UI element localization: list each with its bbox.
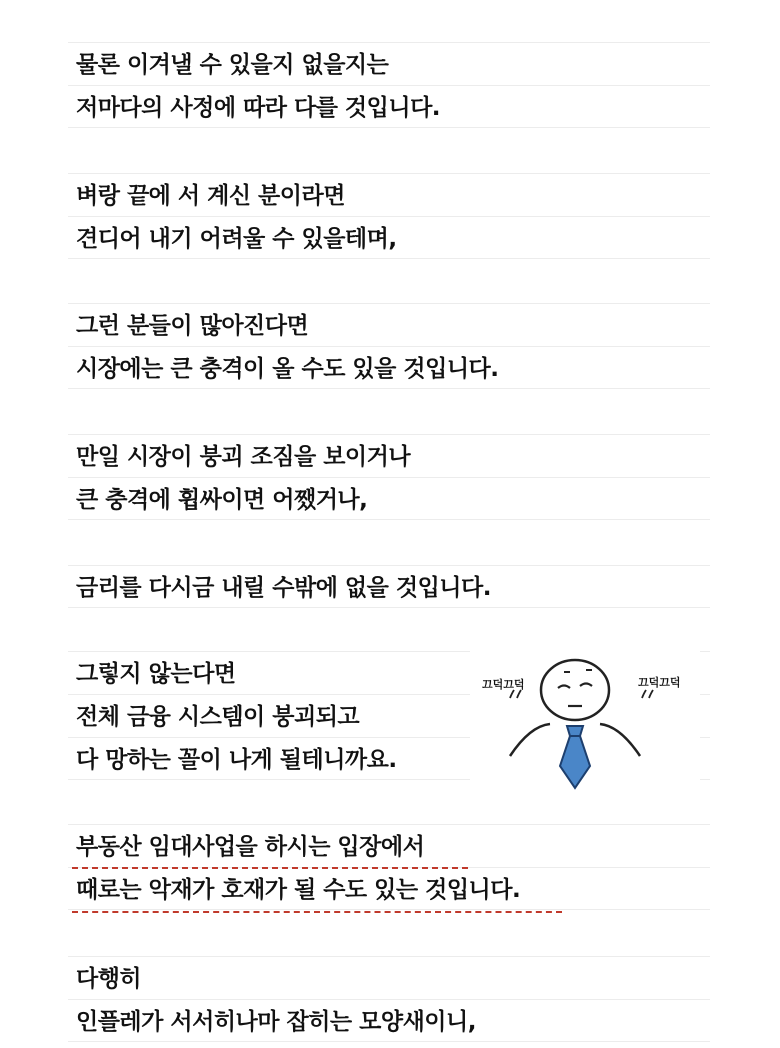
nodding-character-icon [470, 648, 700, 793]
line-text: 그런 분들이 많아진다면 [76, 313, 309, 339]
text-line [68, 867, 710, 910]
line-text: 저마다의 사정에 따라 다를 것입니다. [76, 95, 441, 121]
text-line [68, 346, 710, 389]
illustration-left-text: 끄덕끄덕 [482, 678, 525, 691]
line-text: 벼랑 끝에 서 계신 분이라면 [76, 183, 345, 209]
line-text: 시장에는 큰 충격이 올 수도 있을 것입니다. [76, 356, 499, 382]
highlight-underline [72, 867, 468, 869]
text-line [68, 477, 710, 520]
line-text: 그렇지 않는다면 [76, 661, 236, 687]
line-text: 물론 이겨낼 수 있을지 없을지는 [76, 52, 389, 78]
text-line [68, 956, 710, 999]
line-text: 만일 시장이 붕괴 조짐을 보이거나 [76, 444, 411, 470]
text-line [68, 42, 710, 85]
line-text: 금리를 다시금 내릴 수밖에 없을 것입니다. [76, 575, 491, 601]
text-line [68, 85, 710, 128]
text-line [68, 303, 710, 346]
illustration-right-text: 끄덕끄덕 [638, 676, 681, 689]
text-line [68, 216, 710, 259]
nodding-character-illustration [470, 648, 700, 793]
line-text: 다행히 [76, 966, 142, 992]
line-text: 다 망하는 꼴이 나게 될테니까요. [76, 747, 397, 773]
line-text: 부동산 임대사업을 하시는 입장에서 [76, 834, 425, 860]
line-text: 견디어 내기 어려울 수 있을테며, [76, 226, 397, 252]
text-line [68, 173, 710, 216]
highlight-underline [72, 911, 562, 913]
text-line [68, 434, 710, 477]
line-text: 때로는 악재가 호재가 될 수도 있는 것입니다. [76, 877, 521, 903]
line-text: 전체 금융 시스템이 붕괴되고 [76, 704, 360, 730]
text-line [68, 565, 710, 608]
line-text: 큰 충격에 휩싸이면 어쨌거나, [76, 487, 368, 513]
line-text: 인플레가 서서히나마 잡히는 모양새이니, [76, 1009, 476, 1035]
text-line [68, 999, 710, 1042]
text-line [68, 824, 710, 867]
